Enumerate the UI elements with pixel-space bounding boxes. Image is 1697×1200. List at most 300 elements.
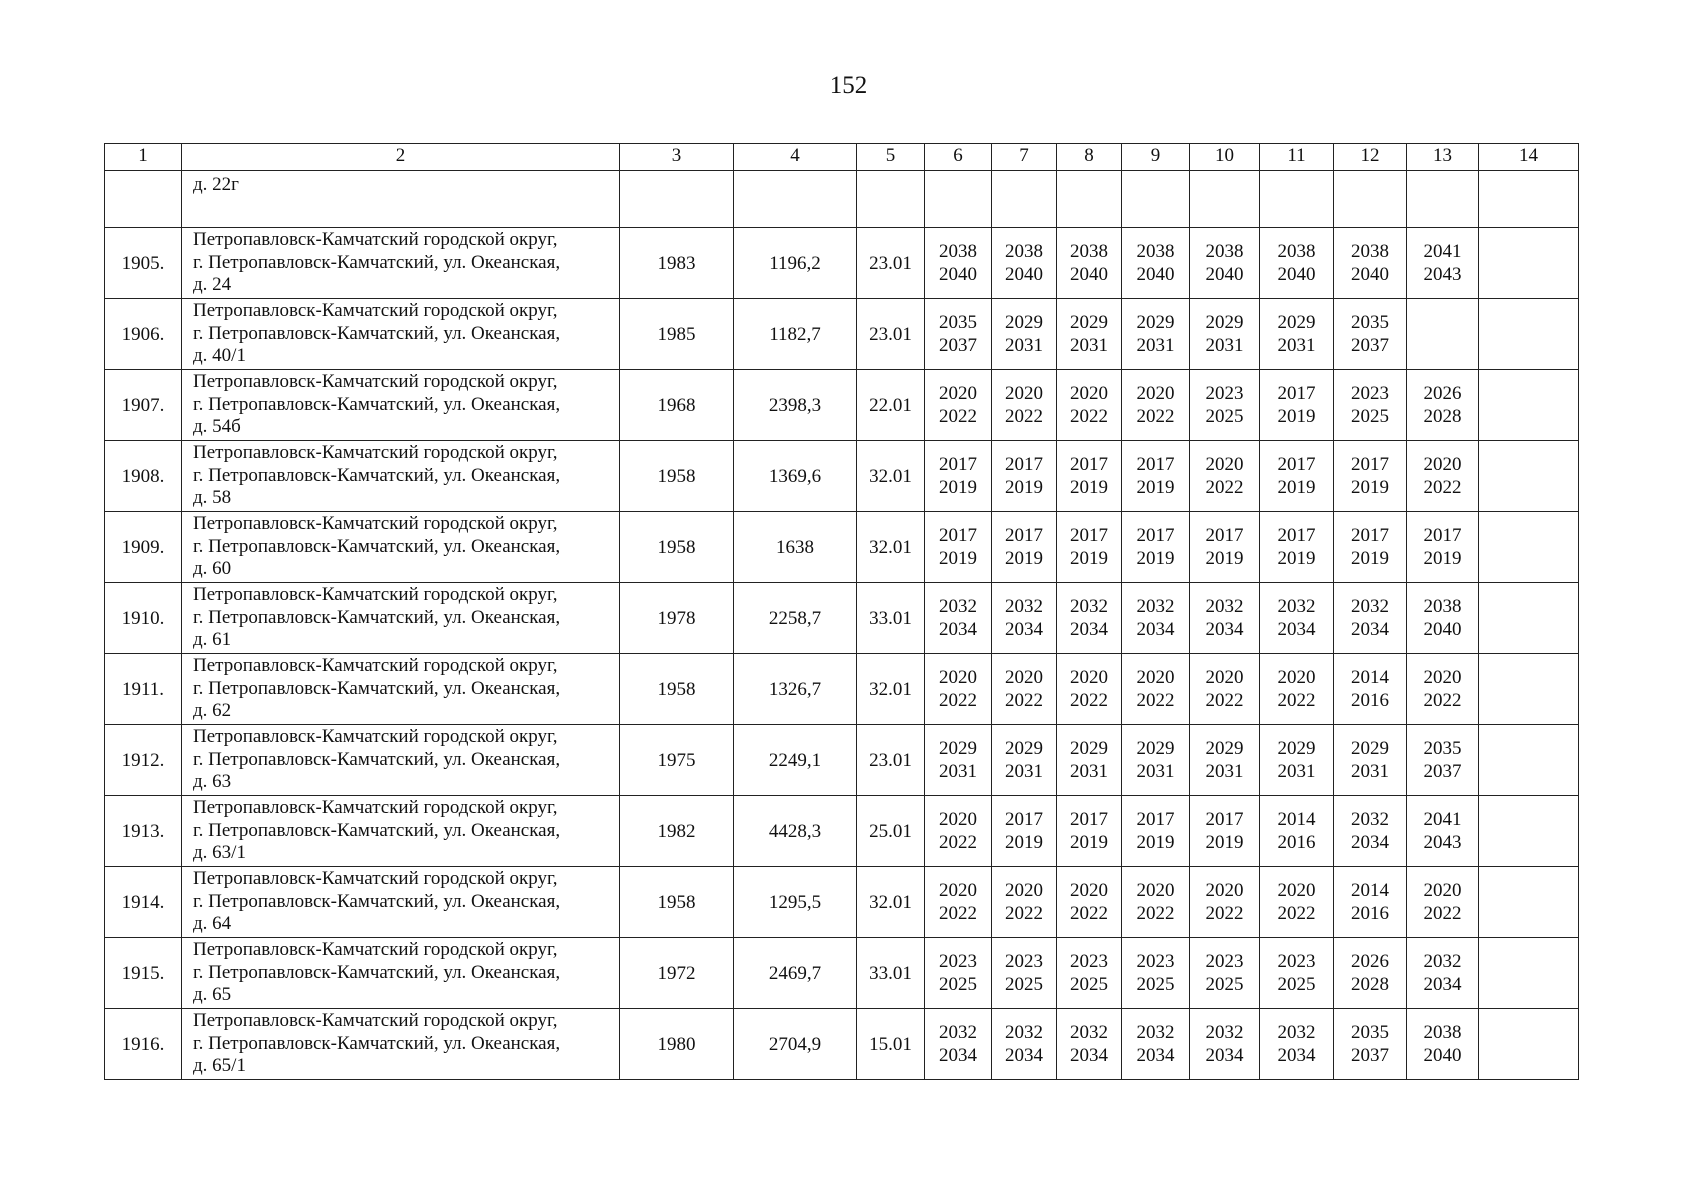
period-cell — [1122, 796, 1190, 867]
period-end: 2016 — [1351, 903, 1389, 924]
period-cell — [992, 441, 1057, 512]
period-end: 2022 — [1136, 903, 1175, 924]
period-start: 2020 — [1070, 880, 1108, 901]
period-end: 2031 — [939, 761, 977, 782]
period-end: 2040 — [1005, 264, 1043, 285]
period-cell — [1334, 512, 1407, 583]
period-end: 2034 — [1277, 619, 1316, 640]
period-cell — [925, 441, 992, 512]
continuation-address: д. 22г — [182, 171, 620, 228]
period-end: 2022 — [1005, 903, 1043, 924]
column-header: 2 — [182, 144, 620, 171]
column-header: 1 — [105, 144, 182, 171]
total-area: 4428,3 — [734, 796, 857, 867]
period-cell — [1260, 867, 1334, 938]
period-cell — [1057, 796, 1122, 867]
period-end: 2019 — [1277, 477, 1316, 498]
period-end: 2025 — [1136, 974, 1175, 995]
period-cell — [1057, 299, 1122, 370]
continuation-row — [105, 171, 1579, 228]
period-cell — [1057, 512, 1122, 583]
period-end: 2022 — [1277, 690, 1316, 711]
period-cell — [992, 299, 1057, 370]
period-end: 2031 — [1277, 761, 1316, 782]
address-cell — [182, 441, 620, 512]
column-header: 3 — [620, 144, 734, 171]
address-cell — [182, 796, 620, 867]
period-end: 2028 — [1351, 974, 1389, 995]
period-start: 2038 — [1136, 241, 1175, 262]
period-end: 2031 — [1005, 335, 1043, 356]
period-cell — [1334, 796, 1407, 867]
period-cell — [1334, 938, 1407, 1009]
address-line-1: Петропавловск-Камчатский городской округ, — [193, 300, 558, 322]
period-end: 2019 — [1351, 477, 1389, 498]
period-start: 2023 — [1205, 951, 1244, 972]
period-end: 2031 — [1136, 761, 1175, 782]
period-cell — [1122, 583, 1190, 654]
period-start: 2017 — [1005, 809, 1043, 830]
row-number: 1910. — [105, 583, 182, 654]
period-end: 2022 — [1423, 903, 1462, 924]
period-cell — [1122, 654, 1190, 725]
period-start: 2032 — [1136, 596, 1175, 617]
period-start: 2035 — [1423, 738, 1462, 759]
period-cell — [1190, 441, 1260, 512]
period-end: 2031 — [1351, 761, 1389, 782]
period-end: 2031 — [1070, 335, 1108, 356]
total-area: 2258,7 — [734, 583, 857, 654]
period-cell — [1260, 299, 1334, 370]
period-cell — [1122, 299, 1190, 370]
period-end: 2022 — [1070, 406, 1108, 427]
period-end: 2022 — [1277, 903, 1316, 924]
period-start: 2017 — [1005, 454, 1043, 475]
period-cell — [1260, 441, 1334, 512]
type-code: 22.01 — [857, 370, 925, 441]
address-cell — [182, 228, 620, 299]
row-number: 1916. — [105, 1009, 182, 1080]
table-row — [105, 938, 1579, 1009]
period-end: 2034 — [1070, 619, 1108, 640]
period-cell — [925, 796, 992, 867]
period-cell — [1190, 867, 1260, 938]
period-start: 2029 — [1070, 738, 1108, 759]
total-area: 1638 — [734, 512, 857, 583]
address-line-1: Петропавловск-Камчатский городской округ, — [193, 797, 558, 819]
period-start: 2029 — [1136, 312, 1175, 333]
period-end: 2043 — [1423, 264, 1462, 285]
total-area: 2469,7 — [734, 938, 857, 1009]
period-cell — [1334, 654, 1407, 725]
period-cell — [992, 725, 1057, 796]
period-cell — [1334, 1009, 1407, 1080]
period-start: 2029 — [1351, 738, 1389, 759]
period-end: 2043 — [1423, 832, 1462, 853]
period-end: 2037 — [1423, 761, 1462, 782]
type-code: 23.01 — [857, 725, 925, 796]
period-end: 2019 — [939, 477, 977, 498]
period-cell — [1057, 1009, 1122, 1080]
address-cell — [182, 1009, 620, 1080]
type-code: 15.01 — [857, 1009, 925, 1080]
period-start: 2029 — [1136, 738, 1175, 759]
period-start: 2029 — [939, 738, 977, 759]
period-end: 2034 — [1351, 832, 1389, 853]
row-number: 1908. — [105, 441, 182, 512]
period-start: 2020 — [1423, 880, 1462, 901]
period-start: 2032 — [1351, 809, 1389, 830]
year-built: 1968 — [620, 370, 734, 441]
period-cell — [1334, 441, 1407, 512]
period-cell — [1407, 938, 1479, 1009]
period-cell — [1334, 583, 1407, 654]
address-line-2: г. Петропавловск-Камчатский, ул. Океанская, — [193, 535, 561, 557]
period-cell — [1057, 583, 1122, 654]
period-end: 2022 — [1136, 690, 1175, 711]
period-start: 2032 — [1277, 1022, 1316, 1043]
period-cell — [925, 512, 992, 583]
total-area: 1326,7 — [734, 654, 857, 725]
address-line-1: Петропавловск-Камчатский городской округ, — [193, 513, 558, 535]
period-start: 2029 — [1277, 738, 1316, 759]
table-row — [105, 228, 1579, 299]
period-start: 2017 — [1005, 525, 1043, 546]
period-cell — [1190, 654, 1260, 725]
table-row — [105, 867, 1579, 938]
period-start: 2020 — [1205, 667, 1244, 688]
empty-cell-14 — [1479, 867, 1579, 938]
address-line-3: д. 58 — [193, 487, 232, 509]
period-cell — [1334, 725, 1407, 796]
type-code: 32.01 — [857, 441, 925, 512]
period-end: 2022 — [1005, 406, 1043, 427]
address-line-2: г. Петропавловск-Камчатский, ул. Океанская, — [193, 961, 561, 983]
row-number: 1909. — [105, 512, 182, 583]
period-start: 2017 — [1205, 809, 1244, 830]
period-start: 2020 — [939, 667, 977, 688]
address-line-3: д. 63 — [193, 771, 232, 793]
year-built: 1958 — [620, 512, 734, 583]
row-number: 1915. — [105, 938, 182, 1009]
period-cell — [925, 228, 992, 299]
column-header: 9 — [1122, 144, 1190, 171]
period-cell — [1260, 370, 1334, 441]
period-end: 2025 — [1351, 406, 1389, 427]
total-area: 2704,9 — [734, 1009, 857, 1080]
period-start: 2029 — [1205, 738, 1244, 759]
type-code: 32.01 — [857, 654, 925, 725]
period-start: 2017 — [939, 454, 977, 475]
empty-cell-14 — [1479, 725, 1579, 796]
period-cell — [1260, 228, 1334, 299]
period-start: 2026 — [1351, 951, 1389, 972]
period-end: 2025 — [1205, 974, 1244, 995]
year-built: 1958 — [620, 654, 734, 725]
period-end: 2022 — [1423, 477, 1462, 498]
period-cell — [1407, 796, 1479, 867]
period-end: 2031 — [1070, 761, 1108, 782]
empty-cell-14 — [1479, 654, 1579, 725]
row-number: 1914. — [105, 867, 182, 938]
address-line-3: д. 65 — [193, 984, 232, 1006]
period-end: 2034 — [1005, 619, 1043, 640]
period-start: 2029 — [1005, 312, 1043, 333]
type-code: 25.01 — [857, 796, 925, 867]
column-header: 4 — [734, 144, 857, 171]
period-end: 2025 — [1205, 406, 1244, 427]
column-header: 13 — [1407, 144, 1479, 171]
address-line-2: г. Петропавловск-Камчатский, ул. Океанская, — [193, 464, 561, 486]
period-cell — [1122, 938, 1190, 1009]
row-number: 1911. — [105, 654, 182, 725]
period-start: 2032 — [1005, 1022, 1043, 1043]
period-start: 2014 — [1351, 667, 1389, 688]
period-end: 2034 — [1205, 1045, 1244, 1066]
period-start: 2032 — [1070, 1022, 1108, 1043]
period-end: 2040 — [1277, 264, 1316, 285]
period-end: 2019 — [1277, 548, 1316, 569]
period-cell — [1190, 299, 1260, 370]
year-built: 1975 — [620, 725, 734, 796]
table-row — [105, 796, 1579, 867]
address-line-3: д. 65/1 — [193, 1055, 246, 1077]
period-cell — [1122, 370, 1190, 441]
period-end: 2019 — [1005, 548, 1043, 569]
period-start: 2014 — [1277, 809, 1316, 830]
period-end: 2016 — [1351, 690, 1389, 711]
type-code: 32.01 — [857, 867, 925, 938]
period-start: 2032 — [1205, 1022, 1244, 1043]
address-cell — [182, 867, 620, 938]
period-cell — [1190, 583, 1260, 654]
empty-cell-14 — [1479, 796, 1579, 867]
row-number: 1905. — [105, 228, 182, 299]
empty-cell-14 — [1479, 228, 1579, 299]
page-number: 152 — [829, 72, 868, 99]
address-line-3: д. 63/1 — [193, 842, 246, 864]
empty-cell-14 — [1479, 938, 1579, 1009]
empty-cell-14 — [1479, 512, 1579, 583]
period-end: 2031 — [1205, 761, 1244, 782]
period-end: 2019 — [1136, 548, 1175, 569]
empty-cell-14 — [1479, 1009, 1579, 1080]
period-cell — [1407, 370, 1479, 441]
period-end: 2022 — [939, 406, 977, 427]
empty-cell-14 — [1479, 583, 1579, 654]
period-cell — [992, 654, 1057, 725]
period-cell — [1407, 441, 1479, 512]
period-start: 2020 — [939, 809, 977, 830]
period-start: 2029 — [1277, 312, 1316, 333]
period-start: 2032 — [939, 596, 977, 617]
period-start: 2032 — [1136, 1022, 1175, 1043]
period-cell — [1334, 228, 1407, 299]
empty-cell-14 — [1479, 299, 1579, 370]
total-area: 1369,6 — [734, 441, 857, 512]
period-start: 2017 — [1070, 454, 1108, 475]
period-cell — [1057, 938, 1122, 1009]
period-end: 2031 — [1277, 335, 1316, 356]
year-built: 1958 — [620, 441, 734, 512]
period-end: 2034 — [1005, 1045, 1043, 1066]
period-start: 2032 — [1005, 596, 1043, 617]
period-end: 2019 — [1005, 832, 1043, 853]
period-start: 2032 — [1351, 596, 1389, 617]
period-end: 2022 — [1070, 903, 1108, 924]
column-header: 10 — [1190, 144, 1260, 171]
period-end: 2034 — [1070, 1045, 1108, 1066]
period-cell — [992, 583, 1057, 654]
period-start: 2038 — [1277, 241, 1316, 262]
period-cell — [1407, 512, 1479, 583]
period-start: 2020 — [1136, 880, 1175, 901]
period-cell — [1260, 583, 1334, 654]
total-area: 1295,5 — [734, 867, 857, 938]
period-start: 2020 — [1277, 667, 1316, 688]
row-number: 1906. — [105, 299, 182, 370]
address-line-2: г. Петропавловск-Камчатский, ул. Океанская, — [193, 606, 561, 628]
table-row — [105, 441, 1579, 512]
address-line-2: г. Петропавловск-Камчатский, ул. Океанская, — [193, 251, 561, 273]
period-end: 2034 — [1351, 619, 1389, 640]
period-start: 2020 — [1205, 880, 1244, 901]
period-end: 2040 — [1423, 619, 1462, 640]
period-cell — [1057, 654, 1122, 725]
period-cell — [992, 796, 1057, 867]
period-cell — [1190, 796, 1260, 867]
total-area: 1196,2 — [734, 228, 857, 299]
period-start: 2017 — [1423, 525, 1462, 546]
period-cell — [1260, 938, 1334, 1009]
period-end: 2022 — [939, 690, 977, 711]
period-cell — [1122, 228, 1190, 299]
period-end: 2022 — [1205, 903, 1244, 924]
period-end: 2034 — [1136, 1045, 1175, 1066]
housing-register-table — [104, 143, 1579, 1080]
table-row — [105, 725, 1579, 796]
period-start: 2023 — [1005, 951, 1043, 972]
period-end: 2040 — [1070, 264, 1108, 285]
address-line-1: Петропавловск-Камчатский городской округ, — [193, 442, 558, 464]
period-cell — [992, 938, 1057, 1009]
period-cell — [925, 370, 992, 441]
column-number-row — [105, 144, 1579, 171]
type-code: 32.01 — [857, 512, 925, 583]
address-line-3: д. 54б — [193, 416, 241, 438]
period-end: 2040 — [1351, 264, 1389, 285]
period-start: 2020 — [1423, 454, 1462, 475]
period-end: 2019 — [1351, 548, 1389, 569]
period-end: 2019 — [1423, 548, 1462, 569]
period-cell — [1407, 725, 1479, 796]
table-row — [105, 1009, 1579, 1080]
period-start: 2032 — [939, 1022, 977, 1043]
year-built: 1972 — [620, 938, 734, 1009]
period-cell — [992, 867, 1057, 938]
period-cell — [1407, 228, 1479, 299]
period-cell — [1057, 228, 1122, 299]
period-cell — [1407, 299, 1479, 370]
period-start: 2017 — [1136, 809, 1175, 830]
total-area: 2249,1 — [734, 725, 857, 796]
period-start: 2020 — [1205, 454, 1244, 475]
period-start: 2038 — [939, 241, 977, 262]
type-code: 23.01 — [857, 299, 925, 370]
period-end: 2019 — [939, 548, 977, 569]
year-built: 1978 — [620, 583, 734, 654]
period-end: 2031 — [1136, 335, 1175, 356]
period-end: 2034 — [939, 619, 977, 640]
period-end: 2025 — [1070, 974, 1108, 995]
period-cell — [1190, 370, 1260, 441]
period-end: 2025 — [939, 974, 977, 995]
period-end: 2034 — [1205, 619, 1244, 640]
period-start: 2017 — [1277, 525, 1316, 546]
period-end: 2019 — [1070, 832, 1108, 853]
period-cell — [1190, 1009, 1260, 1080]
period-end: 2034 — [1136, 619, 1175, 640]
period-start: 2029 — [1005, 738, 1043, 759]
address-line-1: Петропавловск-Камчатский городской округ, — [193, 868, 558, 890]
period-end: 2037 — [1351, 1045, 1389, 1066]
period-start: 2020 — [1136, 383, 1175, 404]
year-built: 1983 — [620, 228, 734, 299]
table-row — [105, 299, 1579, 370]
period-start: 2020 — [1005, 383, 1043, 404]
period-start: 2017 — [1205, 525, 1244, 546]
period-end: 2034 — [939, 1045, 977, 1066]
period-start: 2017 — [1136, 454, 1175, 475]
address-line-3: д. 61 — [193, 629, 232, 651]
address-line-1: Петропавловск-Камчатский городской округ, — [193, 939, 558, 961]
row-number: 1912. — [105, 725, 182, 796]
address-line-3: д. 40/1 — [193, 345, 246, 367]
period-cell — [992, 370, 1057, 441]
period-end: 2019 — [1005, 477, 1043, 498]
period-start: 2038 — [1205, 241, 1244, 262]
period-start: 2035 — [1351, 312, 1389, 333]
table-row — [105, 370, 1579, 441]
period-cell — [1057, 441, 1122, 512]
period-cell — [1260, 654, 1334, 725]
address-line-3: д. 24 — [193, 274, 232, 296]
period-cell — [992, 512, 1057, 583]
type-code: 33.01 — [857, 583, 925, 654]
period-start: 2020 — [1070, 383, 1108, 404]
period-start: 2014 — [1351, 880, 1389, 901]
period-end: 2040 — [939, 264, 977, 285]
address-line-1: Петропавловск-Камчатский городской округ, — [193, 1010, 558, 1032]
period-cell — [1407, 867, 1479, 938]
period-start: 2017 — [939, 525, 977, 546]
period-start: 2029 — [1070, 312, 1108, 333]
address-cell — [182, 370, 620, 441]
period-cell — [1190, 938, 1260, 1009]
period-start: 2032 — [1070, 596, 1108, 617]
period-cell — [992, 1009, 1057, 1080]
period-cell — [1260, 796, 1334, 867]
address-line-2: г. Петропавловск-Камчатский, ул. Океанская, — [193, 393, 561, 415]
period-end: 2022 — [1005, 690, 1043, 711]
period-end: 2019 — [1070, 548, 1108, 569]
period-end: 2022 — [1070, 690, 1108, 711]
period-start: 2017 — [1070, 809, 1108, 830]
period-cell — [925, 725, 992, 796]
period-start: 2038 — [1070, 241, 1108, 262]
period-start: 2038 — [1423, 1022, 1462, 1043]
period-cell — [1122, 867, 1190, 938]
